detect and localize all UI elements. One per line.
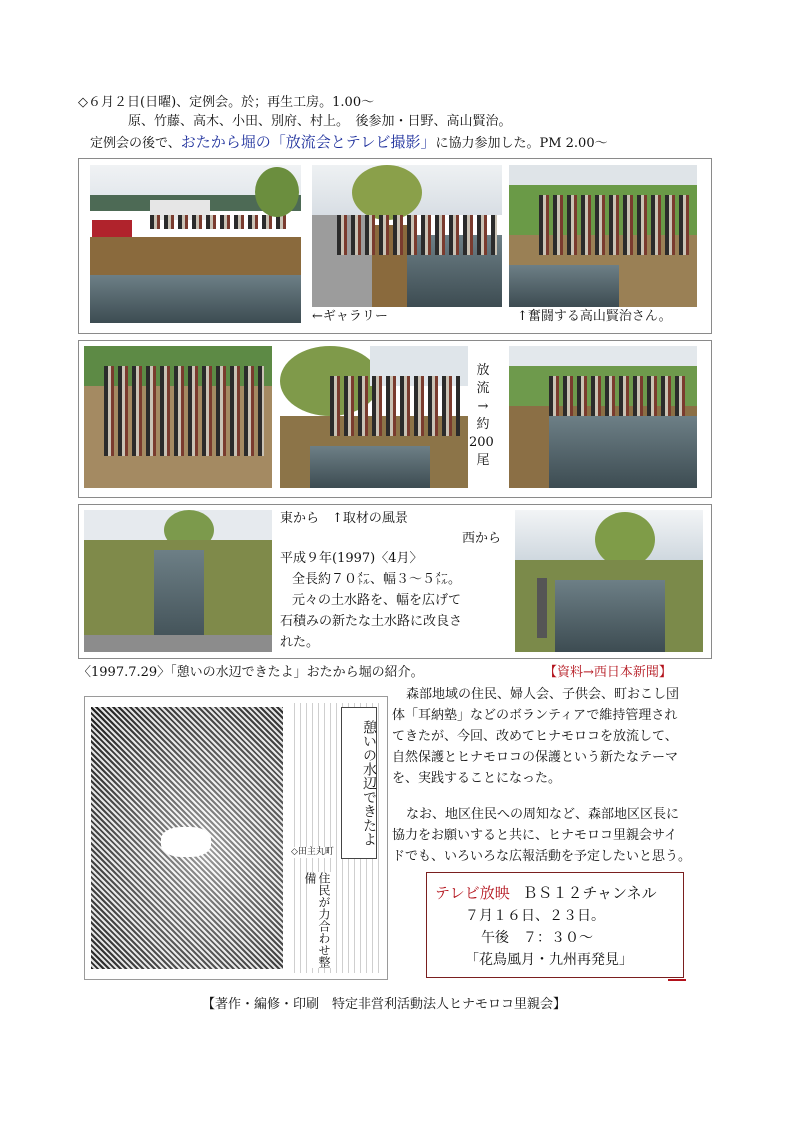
tv-line-1: [435, 883, 657, 903]
event-line: [90, 134, 608, 152]
tv-box-mark: [668, 979, 686, 981]
event-line-pre: 定例会の後で、: [90, 136, 181, 151]
canal-history-2: 石積みの新たな土水路に改良さ: [280, 614, 463, 629]
vtext-2: 流: [476, 381, 490, 396]
tv-time: 午後 ７：３０～: [481, 930, 593, 946]
tv-dates: ７月１６日、２３日。: [465, 908, 605, 924]
photo-tv-crew: [84, 346, 272, 488]
body-line: を、実践することになった。: [392, 771, 562, 786]
footer-credit: 【著作・編修・印刷 特定非営利活動法人ヒナモロコ里親会】: [202, 997, 567, 1012]
vtext-4: 約: [476, 417, 490, 432]
body-line: 森部地域の住民、婦人会、子供会、町おこし団: [406, 687, 680, 702]
newspaper-photo: [91, 707, 283, 969]
attendees-line: 原、竹藤、高木、小田、別府、村上。 後参加・日野、高山賢治。: [128, 114, 512, 129]
label-west: 西から: [462, 531, 502, 546]
tv-channel: ＢＳ１２チャンネル: [522, 884, 657, 902]
canal-dimensions: 全長約７０㍍、幅３～５㍍。: [292, 572, 462, 587]
clip-source: 【資料→西日本新聞】: [544, 665, 672, 680]
label-east: 東から ↑取材の風景: [280, 511, 408, 526]
body-line: 体「耳納塾」などのボランティアで維持管理され: [392, 708, 678, 723]
vtext-3: →: [477, 399, 489, 414]
photo-canal-west: [515, 510, 703, 652]
vtext-5: 200: [469, 435, 494, 450]
tv-program: 「花鳥風月・九州再発見」: [465, 952, 633, 968]
tv-label: テレビ放映: [435, 884, 510, 902]
body-line: ドでも、いろいろな広報活動を予定したいと思う。: [392, 849, 692, 864]
release-vertical-text: [469, 362, 494, 470]
photo-takayama: [509, 165, 697, 307]
canal-history-3: れた。: [280, 635, 320, 650]
body-line: 協力をお願いすると共に、ヒナモロコ里親会サイ: [392, 828, 678, 843]
body-line: 自然保護とヒナモロコの保護という新たなテーマ: [392, 750, 679, 765]
body-paragraph-2: [392, 804, 722, 867]
canal-date: 平成９年(1997)〈4月〉: [280, 551, 423, 566]
newspaper-headline: 憩いの水辺できたよ: [341, 707, 377, 859]
newspaper-clipping: [84, 696, 388, 980]
event-line-post: に協力参加した。PM 2.00～: [435, 136, 608, 151]
body-line: てきたが、今回、改めてヒナモロコを放流して、: [392, 729, 678, 744]
newspaper-byline: ◇田主丸町: [291, 847, 334, 857]
vtext-6: 尾: [476, 453, 490, 468]
meeting-line: ◇６月２日(日曜)、定例会。於；再生工房。1.00～: [78, 95, 375, 110]
event-title: おたから堀の「放流会とテレビ撮影」: [180, 133, 436, 151]
photo-canal-crowd: [312, 165, 502, 307]
caption-gallery: ←ギャラリー: [312, 309, 388, 324]
canal-history-1: 元々の土水路を、幅を広げて: [292, 593, 462, 608]
tv-broadcast-box: [426, 872, 684, 978]
photo-roadside-gallery: [90, 165, 301, 323]
clip-intro: 〈1997.7.29〉「憩いの水辺できたよ」おたから堀の紹介。: [78, 665, 424, 680]
photo-release: [280, 346, 468, 488]
caption-takayama: ↑奮闘する高山賢治さん。: [517, 309, 672, 324]
vtext-1: 放: [476, 363, 490, 378]
photo-canal-children: [509, 346, 697, 488]
body-paragraph-1: [392, 684, 722, 789]
newspaper-subhead: 住民が力合わせ整備: [303, 872, 331, 968]
photo-canal-east: [84, 510, 272, 652]
body-line: なお、地区住民への周知など、森部地区区長に: [406, 807, 680, 822]
